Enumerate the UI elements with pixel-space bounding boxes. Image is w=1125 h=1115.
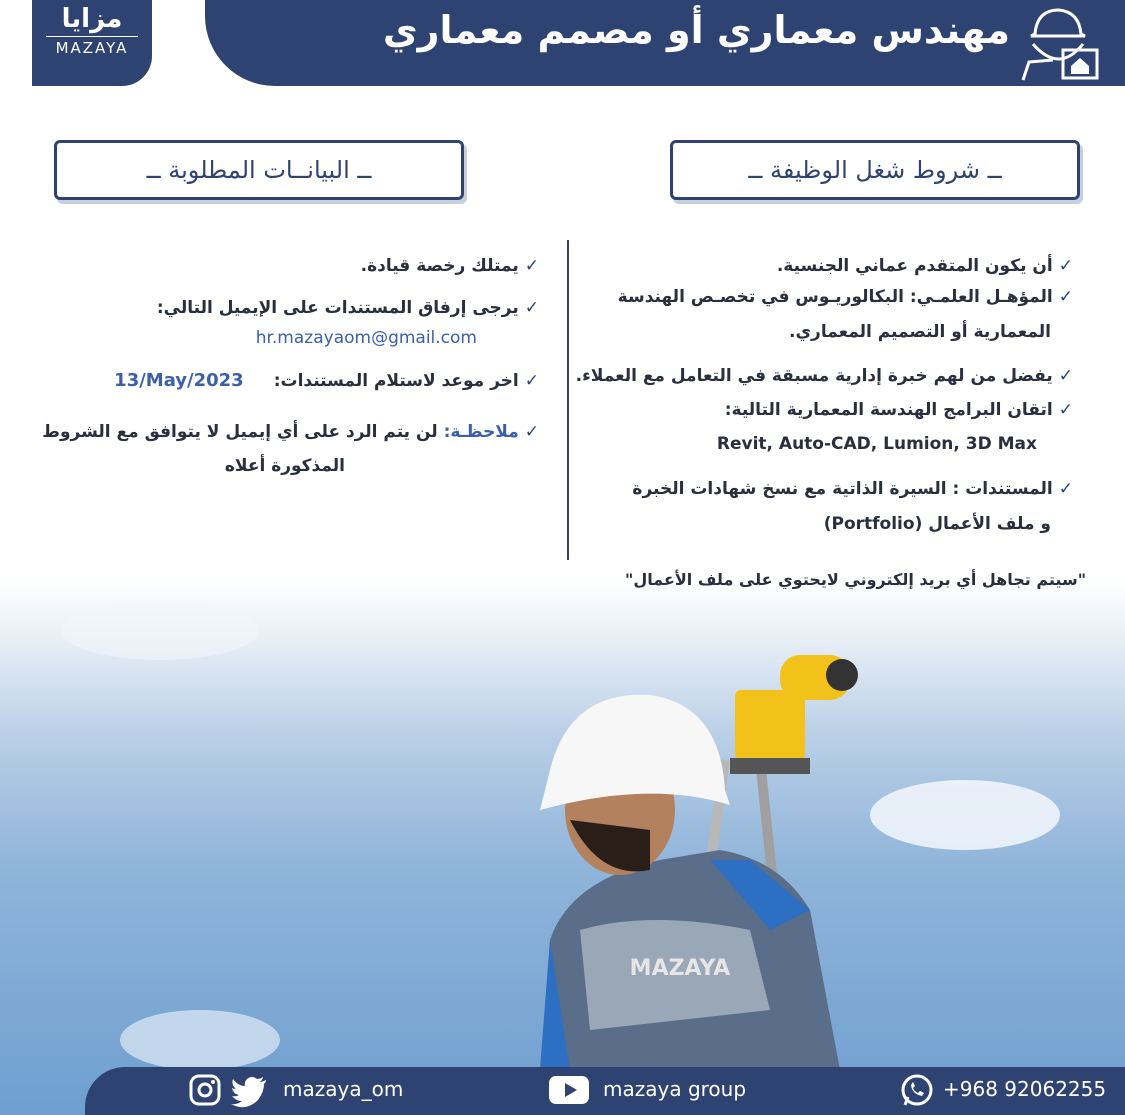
list-item: ✓يفضل من لهم خبرة إدارية مسبقة في التعامل مع العملاء. — [575, 366, 1073, 386]
list-item: ✓اتقان البرامج الهندسة المعمارية التالية: — [724, 400, 1073, 420]
list-item: ✓يمتلك رخصة قيادة. — [360, 256, 539, 276]
software-list: Revit, Auto-CAD, Lumion, 3D Max — [716, 434, 1037, 454]
conditions-list — [553, 0, 1073, 600]
youtube-icon[interactable] — [547, 1072, 591, 1108]
list-item: ✓اخر موعد لاستلام المستندات:13/May/2023 — [114, 370, 539, 391]
check-icon: ✓ — [524, 371, 539, 391]
check-icon: ✓ — [1058, 479, 1073, 499]
logo-arabic: مزايا — [61, 4, 123, 34]
social-handle[interactable]: mazaya_om — [283, 1077, 404, 1101]
logo-english: MAZAYA — [46, 36, 138, 57]
phone-number[interactable]: +968 92062255 — [943, 1077, 1107, 1101]
engineer-photo — [510, 630, 910, 1070]
required-list — [19, 0, 539, 600]
conditions-title: ــ شروط شغل الوظيفة ــ — [670, 140, 1080, 200]
twitter-icon[interactable] — [230, 1072, 270, 1108]
list-item-continuation: و ملف الأعمال (Portfolio) — [823, 514, 1051, 534]
cloud — [60, 600, 260, 660]
list-item: ✓ملاحظـة: لن يتم الرد على أي إيميل لا يتوافق مع الشروط — [42, 422, 539, 442]
list-item-continuation: المذكورة أعلاه — [224, 456, 345, 476]
whatsapp-icon[interactable] — [898, 1072, 936, 1110]
list-item-continuation: المعمارية أو التصميم المعماري. — [789, 322, 1051, 342]
email-link[interactable]: hr.mazayaom@gmail.com — [255, 328, 477, 348]
check-icon: ✓ — [524, 298, 539, 318]
portfolio-note: "سيتم تجاهل أي بريد إلكتروني لايحتوي على ملف الأعمال" — [625, 570, 1087, 589]
deadline-date: 13/May/2023 — [114, 370, 244, 391]
list-item: ✓أن يكون المتقدم عماني الجنسية. — [776, 256, 1073, 276]
list-item: ✓المستندات : السيرة الذاتية مع نسخ شهادات الخبرة — [632, 479, 1073, 499]
check-icon: ✓ — [1058, 256, 1073, 276]
check-icon: ✓ — [1058, 287, 1073, 307]
check-icon: ✓ — [1058, 366, 1073, 386]
required-data-title: ــ البيانــات المطلوبة ــ — [54, 140, 464, 200]
page-title: مهندس معماري أو مصمم معماري — [382, 8, 1010, 52]
list-item: ✓يرجى إرفاق المستندات على الإيميل التالي: — [156, 298, 539, 318]
check-icon: ✓ — [524, 422, 539, 442]
instagram-icon[interactable] — [187, 1072, 223, 1108]
check-icon: ✓ — [1058, 400, 1073, 420]
cloud — [120, 1010, 280, 1070]
list-item: ✓المؤهـل العلمـي: البكالوريـوس في تخصـص الهندسة — [617, 287, 1073, 307]
check-icon: ✓ — [524, 256, 539, 276]
youtube-channel[interactable]: mazaya group — [603, 1077, 747, 1101]
svg-text:MAZAYA: MAZAYA — [629, 956, 731, 981]
